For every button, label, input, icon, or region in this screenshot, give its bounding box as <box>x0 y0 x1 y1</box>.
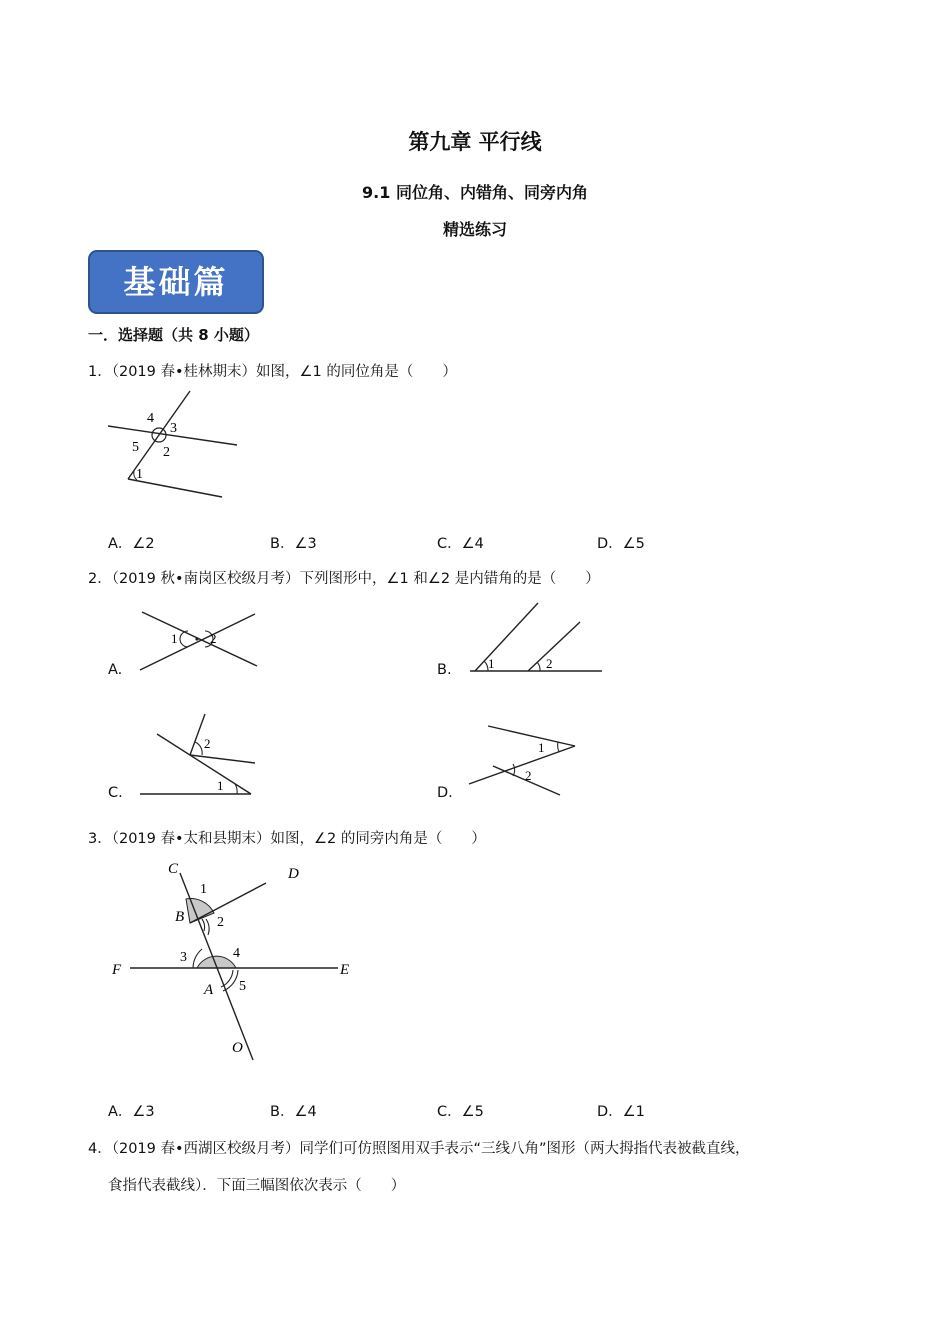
question-4-stem-line1: 4．（2019 春•西湖区校级月考）同学们可仿照图用双手表示“三线八角”图形（两大拇指代表被截直线， <box>88 1141 750 1157</box>
q2-option-a[interactable]: A. <box>108 662 123 678</box>
label-2: 2 <box>163 445 170 460</box>
q1-option-d[interactable]: D．∠5 <box>597 536 645 552</box>
label-5: 5 <box>132 440 139 455</box>
label-1: 1 <box>171 631 178 646</box>
label-4: 4 <box>147 411 154 426</box>
label-b: B <box>175 909 185 925</box>
label-2: 2 <box>217 915 224 930</box>
label-a: A <box>204 982 214 998</box>
label-1: 1 <box>136 467 143 482</box>
label-f: F <box>112 962 122 978</box>
q1-option-c[interactable]: C．∠4 <box>437 536 484 552</box>
label-2: 2 <box>210 631 217 646</box>
section-title: 9.1 同位角、内错角、同旁内角 <box>362 183 588 202</box>
label-1: 1 <box>217 778 224 793</box>
q2-figure-a <box>130 600 270 680</box>
q3-option-b[interactable]: B．∠4 <box>270 1104 317 1120</box>
section-heading: 一．选择题（共 8 小题） <box>88 326 259 344</box>
question-1-figure <box>100 385 250 505</box>
question-3-figure <box>100 855 370 1065</box>
label-1: 1 <box>538 740 545 755</box>
label-1: 1 <box>200 882 207 897</box>
label-o: O <box>232 1040 243 1056</box>
line-co <box>180 873 253 1060</box>
q2-figure-b <box>460 595 610 680</box>
label-1: 1 <box>488 656 495 671</box>
q3-option-a[interactable]: A．∠3 <box>108 1104 155 1120</box>
line-transversal <box>128 391 190 479</box>
label-3: 3 <box>180 950 187 965</box>
level-badge: 基础篇 <box>88 250 264 314</box>
label-2: 2 <box>546 656 553 671</box>
q2-figure-c <box>135 710 265 800</box>
label-e: E <box>340 962 350 978</box>
label-3: 3 <box>170 421 177 436</box>
q2-figure-d <box>465 718 585 800</box>
q2-option-c[interactable]: C. <box>108 785 123 801</box>
practice-subtitle: 精选练习 <box>442 220 507 239</box>
q3-option-d[interactable]: D．∠1 <box>597 1104 645 1120</box>
q2-option-d[interactable]: D. <box>437 785 453 801</box>
chapter-title: 第九章 平行线 <box>408 130 542 154</box>
label-d: D <box>288 866 299 882</box>
label-5: 5 <box>239 979 246 994</box>
q1-option-a[interactable]: A．∠2 <box>108 536 155 552</box>
label-2: 2 <box>204 736 211 751</box>
q1-option-b[interactable]: B．∠3 <box>270 536 317 552</box>
angle-1-sector <box>186 899 214 923</box>
label-c: C <box>168 861 179 877</box>
label-2: 2 <box>525 768 532 783</box>
question-3-stem: 3．（2019 春•太和县期末）如图，∠2 的同旁内角是（ ） <box>88 831 486 847</box>
label-4: 4 <box>233 946 240 961</box>
q2-option-b[interactable]: B. <box>437 662 452 678</box>
question-2-stem: 2．（2019 秋•南岗区校级月考）下列图形中，∠1 和∠2 是内错角的是（ ） <box>88 571 600 587</box>
q3-option-c[interactable]: C．∠5 <box>437 1104 484 1120</box>
question-4-stem-line2: 食指代表截线）．下面三幅图依次表示（ ） <box>108 1178 406 1194</box>
question-1-stem: 1．（2019 春•桂林期末）如图，∠1 的同位角是（ ） <box>88 364 457 380</box>
